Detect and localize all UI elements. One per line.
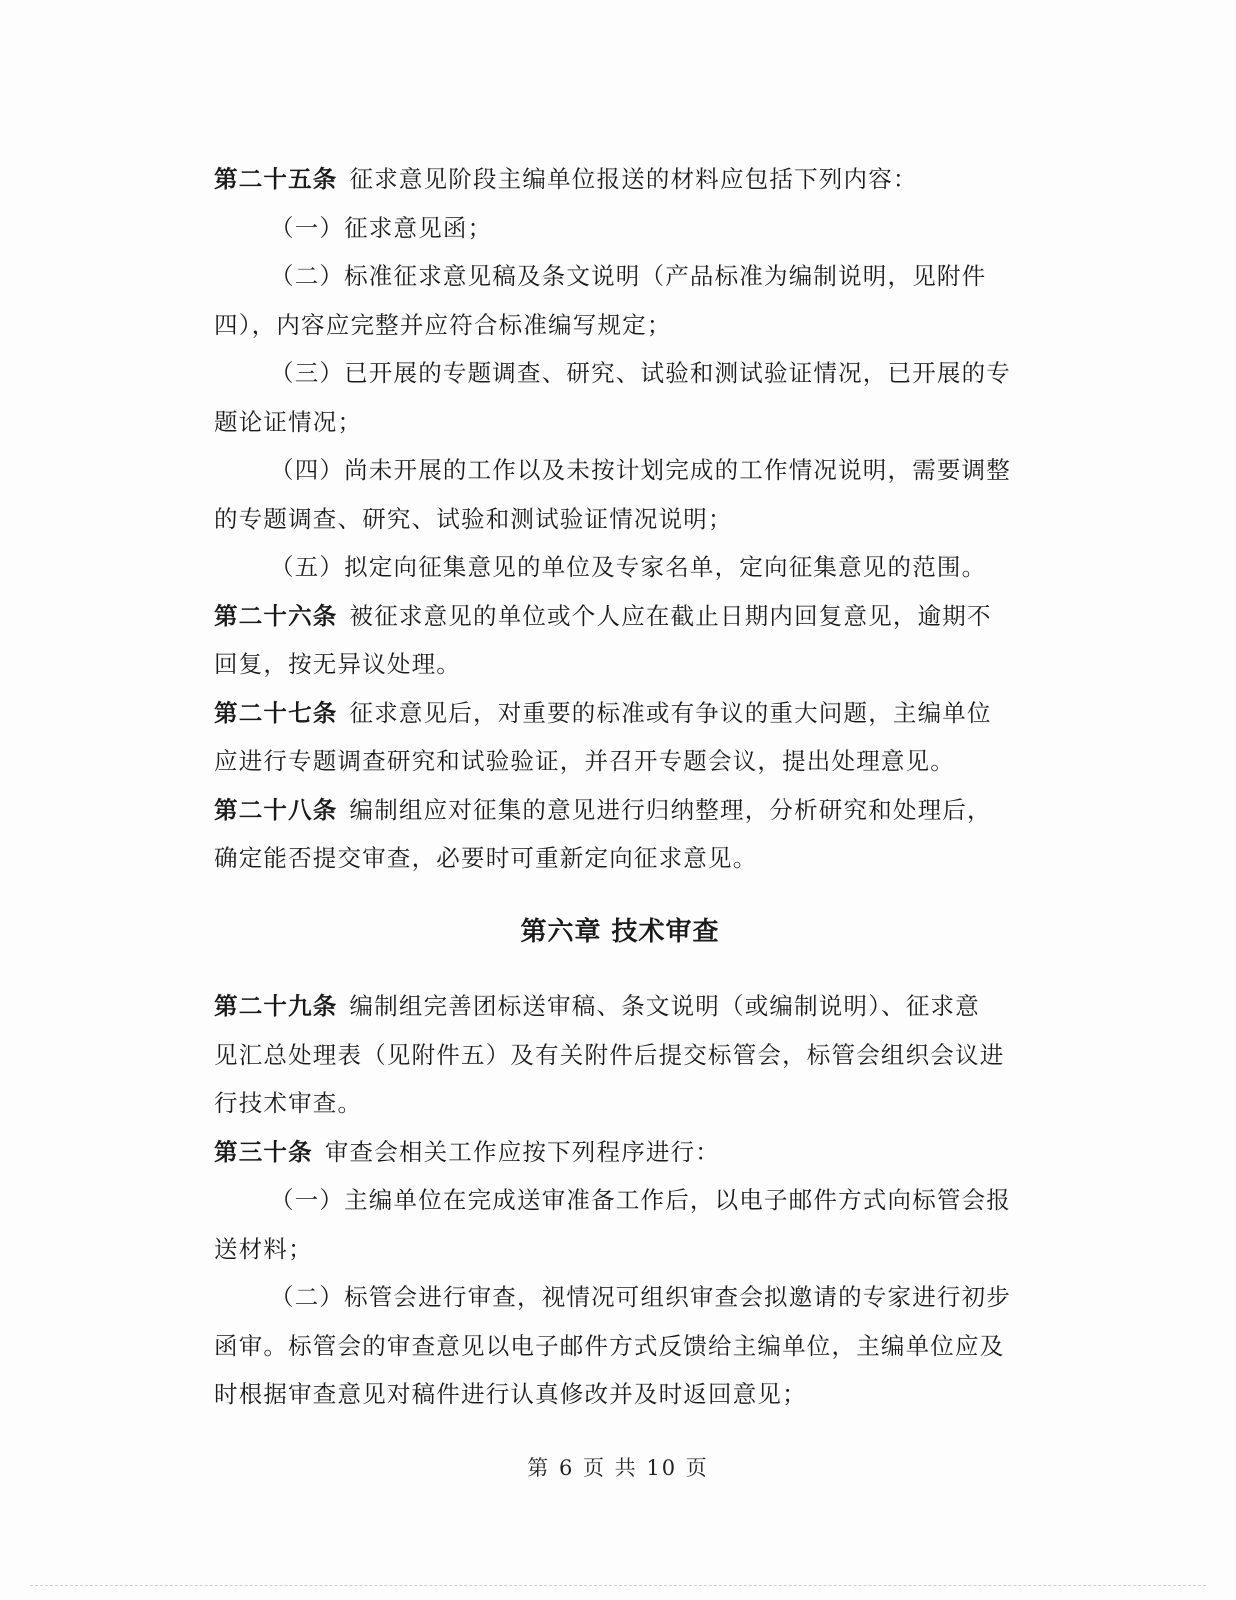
scan-edge-divider — [30, 1585, 1206, 1587]
list-item: （四）尚未开展的工作以及未按计划完成的工作情况说明，需要调整 — [270, 456, 1011, 484]
article-text-continued: 回复，按无异议处理。 — [214, 650, 461, 678]
list-item: （一）征求意见函； — [270, 213, 493, 242]
list-item-continued: 题论证情况； — [214, 407, 363, 436]
list-item-continued: 的专题调查、研究、试验和测试验证情况说明； — [214, 504, 733, 533]
article-text-continued: 确定能否提交审查，必要时可重新定向征求意见。 — [214, 844, 758, 872]
article-text-continued: 行技术审查。 — [214, 1089, 363, 1117]
article-label: 第二十六条 — [214, 601, 338, 630]
article-label: 第二十八条 — [214, 795, 338, 824]
list-item: （二）标准征求意见稿及条文说明（产品标准为编制说明，见附件 — [270, 262, 987, 290]
article-text: 编制组完善团标送审稿、条文说明（或编制说明）、征求意 — [349, 992, 980, 1020]
list-item-continued: 四），内容应完整并应符合标准编写规定； — [214, 310, 672, 339]
article-29 — [214, 982, 1026, 1031]
document-body — [214, 155, 1026, 1419]
article-label: 第二十七条 — [214, 698, 338, 727]
article-text-continued: 见汇总处理表（见附件五）及有关附件后提交标管会，标管会组织会议进 — [214, 1040, 1005, 1069]
article-text: 编制组应对征集的意见进行归纳整理，分析研究和处理后， — [349, 795, 992, 824]
chapter-title: 第六章 技术审查 — [520, 916, 720, 947]
article-26 — [214, 592, 1026, 641]
list-item: （三）已开展的专题调查、研究、试验和测试验证情况，已开展的专 — [270, 359, 1011, 387]
list-item-continued: 送材料； — [214, 1234, 313, 1263]
article-text: 被征求意见的单位或个人应在截止日期内回复意见，逾期不 — [349, 601, 992, 630]
article-text: 征求意见阶段主编单位报送的材料应包括下列内容： — [349, 165, 918, 193]
article-25 — [214, 155, 1026, 204]
article-text: 征求意见后，对重要的标准或有争议的重大问题，主编单位 — [349, 698, 992, 727]
article-label: 第二十五条 — [214, 165, 338, 193]
list-item-continued: 时根据审查意见对稿件进行认真修改并及时返回意见； — [214, 1380, 807, 1408]
list-item: （一）主编单位在完成送审准备工作后，以电子邮件方式向标管会报 — [270, 1186, 1011, 1214]
article-label: 第三十条 — [214, 1137, 313, 1166]
list-item: （二）标管会进行审查，视情况可组织审查会拟邀请的专家进行初步 — [270, 1283, 1011, 1311]
article-text: 审查会相关工作应按下列程序进行： — [324, 1137, 721, 1166]
article-27 — [214, 689, 1026, 738]
list-item: （五）拟定向征集意见的单位及专家名单，定向征集意见的范围。 — [270, 553, 987, 581]
article-text-continued: 应进行专题调查研究和试验验证，并召开专题会议，提出处理意见。 — [214, 747, 955, 775]
article-label: 第二十九条 — [214, 992, 338, 1020]
article-28 — [214, 786, 1026, 835]
list-item-continued: 函审。标管会的审查意见以电子邮件方式反馈给主编单位，主编单位应及 — [214, 1331, 1005, 1360]
page-footer: 第 6 页 共 10 页 — [527, 1456, 709, 1480]
article-30 — [214, 1128, 1026, 1177]
